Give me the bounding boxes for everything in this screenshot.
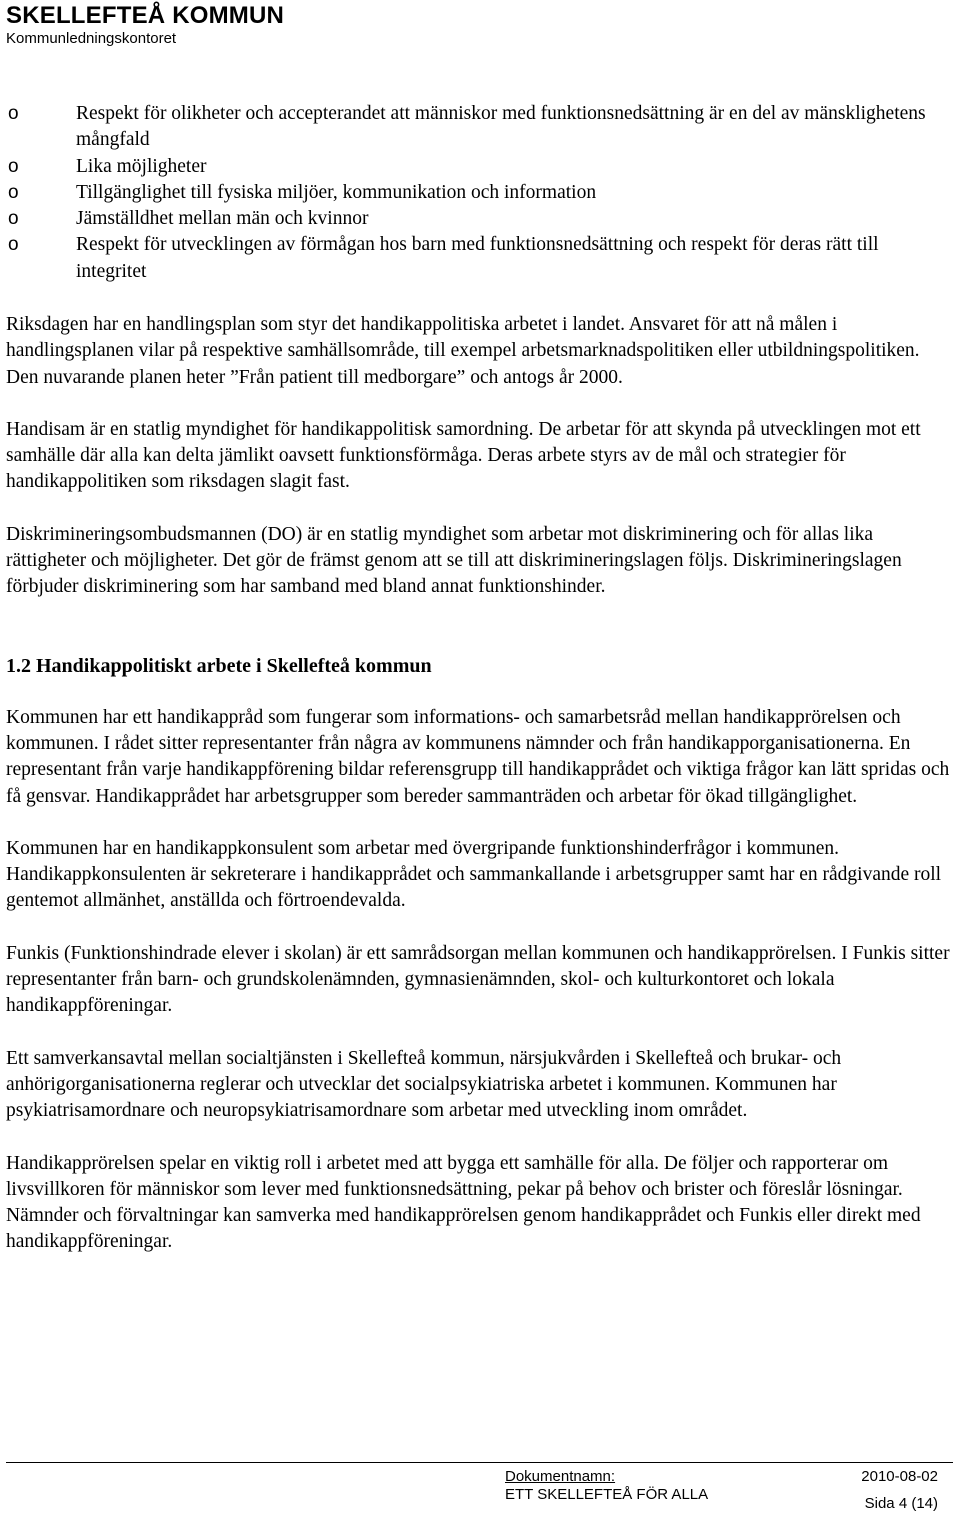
list-item: o Respekt för olikheter och accepterandet att människor med funktionsnedsättning är en del av mänsklighetens mångfald <box>8 103 926 151</box>
bullet-marker: o <box>8 181 19 203</box>
paragraph-samverkansavtal: Ett samverkansavtal mellan socialtjänsten i Skellefteå kommun, närsjukvården i Skellefteå och brukar- och anhörigorganisationerna reglerar och utvecklar det socialpsykiatriska arbetet i kommunen. Kommunen har psykiatrisamordnare och neuropsykiatrisamordnare som arbetar med utveckling inom området. <box>6 1047 842 1122</box>
organization-name: SKELLEFTEÅ KOMMUN <box>6 2 285 29</box>
bullet-marker: o <box>8 234 19 256</box>
list-item: o Tillgänglighet till fysiska miljöer, kommunikation och information <box>0 180 960 206</box>
document-name: ETT SKELLEFTEÅ FÖR ALLA <box>505 1486 709 1503</box>
paragraph-handikappradet: Kommunen har ett handikappråd som fungerar som informations- och samarbetsråd mellan handikapprörelsen och kommunen. I rådet sitter representanter från några av kommunens nämnder och från handikapporganisationerna. En representant från varje handikappförening bildar referensgrupp till handikapprådet och viktiga frågor kan lätt spridas och få gensvar. Handikapprådet har arbetsgrupper som bereder sammanträden och arbetar för ökad tillgänglighet. <box>6 706 950 807</box>
paragraph-funkis: Funkis (Funktionshindrade elever i skolan) är ett samrådsorgan mellan kommunen och handikapprörelsen. I Funkis sitter representanter från barn- och grundskolenämnden, gymnasienämnden, skol- och kulturkontoret och lokala handikappföreningar. <box>6 942 950 1017</box>
document-body <box>6 312 954 1282</box>
paragraph-do: Diskrimineringsombudsmannen (DO) är en statlig myndighet som arbetar mot diskriminering och för allas lika rättigheter och möjligheter. Det gör de främst genom att se till att diskrimineringslagen följs. Diskrimineringslagen förbjuder diskriminering som har samband med bland annat funktionshinder. <box>6 523 902 598</box>
list-item: o Lika möjligheter <box>0 154 960 180</box>
section-heading: 1.2 Handikappolitiskt arbete i Skellefteå kommun <box>6 654 432 677</box>
principles-list <box>0 101 960 285</box>
list-item: o Respekt för utvecklingen av förmågan hos barn med funktionsnedsättning och respekt för deras rätt till integritet <box>8 234 879 282</box>
paragraph-riksdagen: Riksdagen har en handlingsplan som styr det handikappolitiska arbetet i landet. Ansvaret för att nå målen i handlingsplanen vilar på respektive samhällsområde, till exempel arbetsmarknadspolitiken eller utbildningspolitiken. Den nuvarande planen heter ”Från patient till medborgare” och antogs år 2000. <box>6 314 920 388</box>
list-item: o Jämställdhet mellan män och kvinnor <box>0 206 960 232</box>
bullet-marker: o <box>8 208 19 230</box>
footer-divider <box>6 1462 953 1463</box>
bullet-marker: o <box>8 103 19 124</box>
document-name-label: Dokumentnamn: <box>505 1468 616 1485</box>
page-header <box>6 2 284 48</box>
paragraph-handikapprorelsen: Handikapprörelsen spelar en viktig roll i arbetet med att bygga ett samhälle för alla. De följer och rapporterar om livsvillkoren för människor som lever med funktionsnedsättning, pekar på behov och brister och föreslår lösningar. Nämnder och förvaltningar kan samverka med handikapprörelsen genom handikapprådet och Funkis eller direkt med handikappföreningar. <box>6 1152 921 1253</box>
bullet-marker: o <box>8 155 19 177</box>
page-number: Sida 4 (14) <box>864 1495 938 1512</box>
paragraph-handisam: Handisam är en statlig myndighet för handikappolitisk samordning. De arbetar för att skynda på utvecklingen mot ett samhälle där alla kan delta jämlikt oavsett funktionsförmåga. Deras arbete styrs av de mål och strategier för handikappolitiken som riksdagen slagit fast. <box>6 418 921 493</box>
department-name: Kommunledningskontoret <box>6 30 177 47</box>
paragraph-handikappkonsulent: Kommunen har en handikappkonsulent som arbetar med övergripande funktionshinderfrågor i kommunen. Handikappkonsulenten är sekreterare i handikapprådet och sammankallande i arbetsgrupper samt har en rådgivande roll gentemot allmänhet, anställda och förtroendevalda. <box>6 837 942 912</box>
document-date: 2010-08-02 <box>861 1468 938 1485</box>
